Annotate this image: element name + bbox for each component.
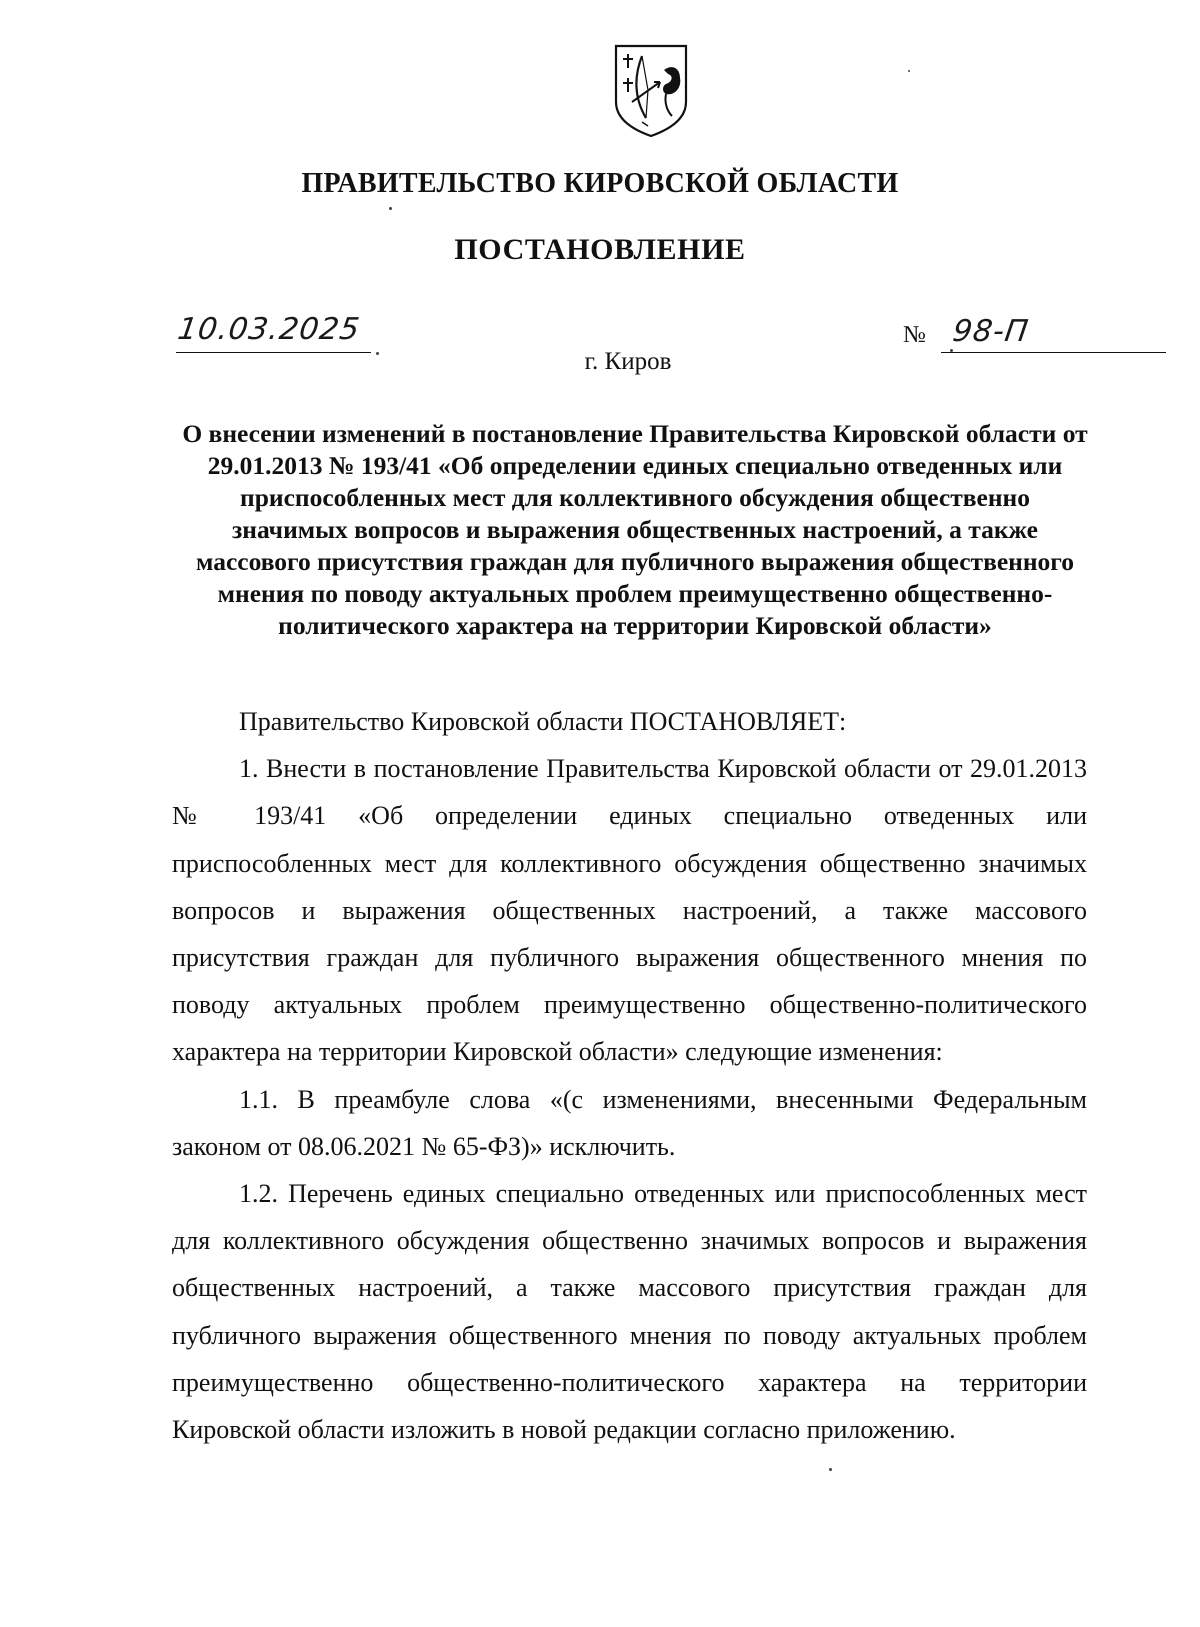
handwritten-number: 98-П (950, 314, 1032, 349)
document-subject: О внесении изменений в постановление Правительства Кировской области от 29.01.2013 № 193/41 «Об определении единых специально отведенных или приспособленных мест для коллективного обсуждения общественно значимых вопросов и выражения общественных настроений, а также массового присутствия граждан для публичного выражения общественного мнения по поводу актуальных проблем преимущественно общественно-политического характера на территории Кировской области» (182, 419, 1088, 640)
preamble: Правительство Кировской области ПОСТАНОВЛЯЕТ: (239, 707, 847, 736)
paragraph-1-1: 1.1. В преамбуле слова «(с изменениями, внесенными Федеральным законом от 08.06.2021 № 65-ФЗ)» исключить. (172, 1084, 1087, 1161)
document-body (172, 698, 1087, 1453)
organization-title: ПРАВИТЕЛЬСТВО КИРОВСКОЙ ОБЛАСТИ (301, 168, 899, 199)
scan-speck (376, 352, 379, 355)
kirov-coat-of-arms-icon (612, 42, 690, 138)
scan-speck (829, 1468, 832, 1471)
paragraph-1-2: 1.2. Перечень единых специально отведенных или приспособленных мест для коллективного обсуждения общественно значимых вопросов и выражения общественных настроений, а также массового присутствия граждан для публичного выражения общественного мнения по поводу актуальных проблем преимущественно общественно-политического характера на территории Кировской области изложить в новой редакции согласно приложению. (172, 1179, 1087, 1445)
number-sign: № (903, 322, 926, 348)
date-field (176, 312, 371, 353)
scan-speck (389, 207, 392, 210)
scan-speck (950, 349, 953, 352)
handwritten-date: 10.03.2025 (175, 312, 363, 347)
scan-speck (908, 70, 910, 72)
document-type: ПОСТАНОВЛЕНИЕ (454, 233, 746, 266)
city: г. Киров (584, 348, 672, 375)
paragraph-1: 1. Внести в постановление Правительства Кировской области от 29.01.2013 № 193/41 «Об определении единых специально отведенных или приспособленных мест для коллективного обсуждения общественно значимых вопросов и выражения общественных настроений, а также массового присутствия граждан для публичного выражения общественного мнения по поводу актуальных проблем преимущественно общественно-политического характера на территории Кировской области» следующие изменения: (172, 754, 1087, 1067)
